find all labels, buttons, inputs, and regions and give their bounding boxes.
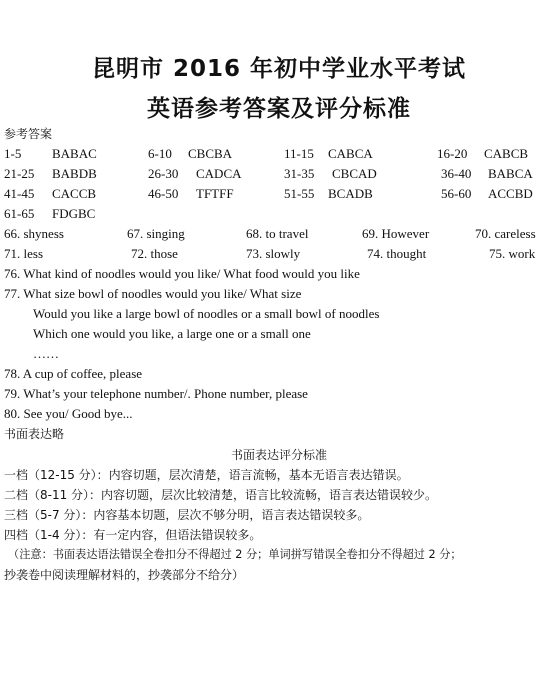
fill-answer: 71. less bbox=[4, 246, 43, 261]
mc-answer: BABDB bbox=[52, 166, 97, 181]
fill-answer: 73. slowly bbox=[246, 246, 301, 261]
mc-answer: CACCB bbox=[52, 186, 97, 201]
mc-answer: CADCA bbox=[196, 166, 242, 181]
mc-range: 41-45 bbox=[4, 186, 35, 201]
mc-range: 61-65 bbox=[4, 206, 35, 221]
answer-77: 77. What size bowl of noodles would you like/ What size bbox=[4, 286, 302, 301]
answer-77-alt-2: Which one would you like, a large one or a small one bbox=[33, 326, 311, 341]
mc-answer: CBCBA bbox=[188, 146, 233, 161]
mc-answer: TFTFF bbox=[196, 186, 234, 201]
answer-80: 80. See you/ Good bye... bbox=[4, 406, 133, 421]
answer-77-ellipsis: …… bbox=[33, 346, 59, 361]
page-title: 昆明市 2016 年初中学业水平考试 bbox=[91, 56, 467, 82]
mc-answer: ACCBD bbox=[488, 186, 533, 201]
fill-answer: 74. thought bbox=[367, 246, 427, 261]
mc-range: 31-35 bbox=[284, 166, 315, 181]
mc-range: 36-40 bbox=[441, 166, 472, 181]
mc-range: 16-20 bbox=[437, 146, 468, 161]
mc-range: 11-15 bbox=[284, 146, 314, 161]
fill-answer: 72. those bbox=[131, 246, 178, 261]
answer-77-alt-1: Would you like a large bowl of noodles or a small bowl of noodles bbox=[33, 306, 380, 321]
mc-answer: CABCB bbox=[484, 146, 529, 161]
mc-range: 6-10 bbox=[148, 146, 172, 161]
mc-range: 56-60 bbox=[441, 186, 472, 201]
answer-79: 79. What’s your telephone number/. Phone number, please bbox=[4, 386, 308, 401]
mc-range: 26-30 bbox=[148, 166, 179, 181]
mc-answer: BCADB bbox=[328, 186, 373, 201]
note-line-2: 抄袭卷中阅读理解材料的，抄袭部分不给分） bbox=[4, 568, 245, 582]
grade-2: 二档（8-11 分）：内容切题，层次比较清楚，语言比较流畅，语言表达错误较少。 bbox=[4, 488, 438, 502]
mc-range: 21-25 bbox=[4, 166, 35, 181]
fill-answer: 66. shyness bbox=[4, 226, 64, 241]
fill-answer: 75. work bbox=[489, 246, 536, 261]
page-subtitle: 英语参考答案及评分标准 bbox=[147, 96, 411, 122]
writing-omitted: 书面表达略 bbox=[4, 427, 65, 441]
mc-answer: BABAC bbox=[52, 146, 97, 161]
fill-answer: 69. However bbox=[362, 226, 430, 241]
writing-criteria-title: 书面表达评分标准 bbox=[230, 448, 327, 462]
mc-range: 46-50 bbox=[148, 186, 179, 201]
answer-76: 76. What kind of noodles would you like/ What food would you like bbox=[4, 266, 360, 281]
section-heading-answers: 参考答案 bbox=[4, 127, 53, 141]
mc-range: 1-5 bbox=[4, 146, 22, 161]
fill-answer: 68. to travel bbox=[246, 226, 309, 241]
mc-answer: BABCA bbox=[488, 166, 533, 181]
mc-answer: CABCA bbox=[328, 146, 373, 161]
fill-answer: 70. careless bbox=[475, 226, 536, 241]
fill-answer: 67. singing bbox=[127, 226, 185, 241]
grade-3: 三档（5-7 分）：内容基本切题，层次不够分明，语言表达错误较多。 bbox=[4, 508, 370, 522]
mc-answer: CBCAD bbox=[332, 166, 377, 181]
note-line-1: （注意：书面表达语法错误全卷扣分不得超过 2 分；单词拼写错误全卷扣分不得超过 2 分； bbox=[8, 548, 462, 561]
grade-4: 四档（1-4 分）：有一定内容，但语法错误较多。 bbox=[4, 528, 262, 542]
mc-answer: FDGBC bbox=[52, 206, 96, 221]
grade-1: 一档（12-15 分）：内容切题，层次清楚，语言流畅，基本无语言表达错误。 bbox=[4, 468, 409, 482]
mc-range: 51-55 bbox=[284, 186, 315, 201]
answer-78: 78. A cup of coffee, please bbox=[4, 366, 143, 381]
